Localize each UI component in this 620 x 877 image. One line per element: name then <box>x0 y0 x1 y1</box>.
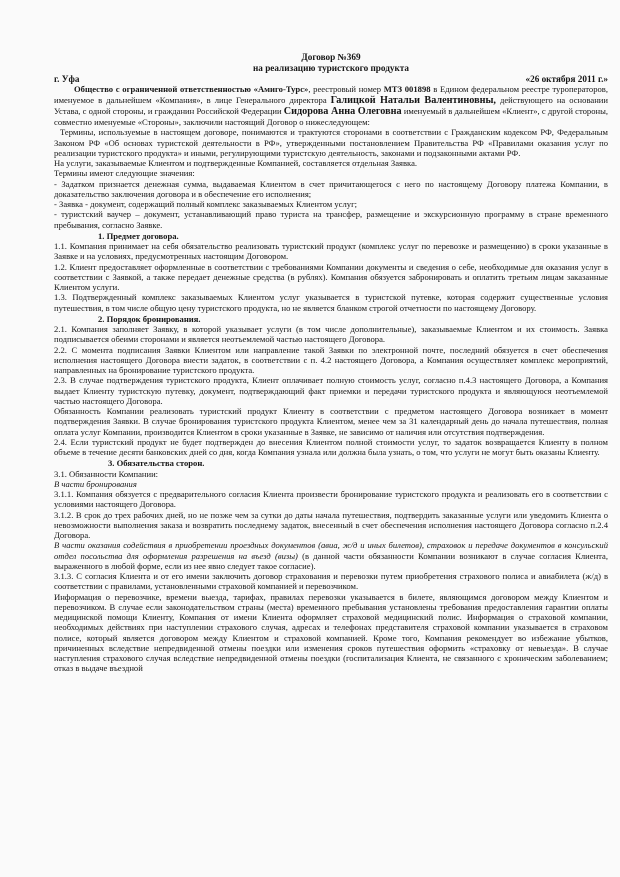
clause: 3.1.3. С согласия Клиента и от его имени заключить договор страхования и перевозки путем приобретения страхового полиса и авиабилета (ж/д) в соответствии с правилами, установленными страховой компанией и перевозчиком. <box>54 571 608 592</box>
clause: 1.1. Компания принимает на себя обязательство реализовать туристский продукт (комплекс услуг по перевозке и размещению) в сроки указанные в Заявке и на условиях, предусмотренных настоящим Договором. <box>54 241 608 262</box>
subsection-label: В части бронирования <box>54 478 137 489</box>
contract-subtitle: на реализацию туристского продукта <box>253 63 409 73</box>
place-date-line <box>54 74 608 84</box>
assist-clause: В части оказания содействия в приобретении проездных документов (авиа, ж/д и иных билетов), страховок и передаче документов в консульский отдел посольства для оформления разрешения на въезд (визы) (в данной части обязанности Компании возникают в случае согласия Клиента, выраженного в любой форме, если из нее явно следует такое согласие). <box>54 540 608 571</box>
info-paragraph: Информация о перевозчике, времени выезда, тарифах, правилах перевозки указывается в билете, являющимся договором между Клиентом и перевозчиком. В случае если законодательством страны (места) временного пребывания установлены требования предоставления гарантии оплаты медицинской помощи Клиенту, Компания от имени Клиента оформляет страховой медицинский полис. Информация о страховой компании, необходимых действиях при наступлении страхового случая, адресах и телефонах представителя страховой компании указывается в страховом полисе, который является договором между Клиентом и страховой компанией. Кроме того, Компания рекомендует во избежание убытков, причиненных вследствие непредвиденной отмены поездки или изменения сроков путешествия оформить «страховку от невыезда». В случае наступления страхового случая вследствие непредвиденной отмены поездки (госпитализация Клиента, не связанного с хроническим заболеванием; отказ в выдаче въездной <box>54 591 608 674</box>
services-note: На услуги, заказываемые Клиентом и подтвержденные Компанией, составляется отдельная Заявка. <box>54 158 418 168</box>
clause: 3.1.2. В срок до трех рабочих дней, но не позже чем за сутки до даты начала путешествия, подтвердить заказанные услуги или уведомить Клиента о невозможности выполнения заказа и возвратить последнему задаток, внесенный в счет обеспечения исполнения настоящего Договора согласно п.2.4 Договора. <box>54 509 608 540</box>
company-name: Общество с ограниченной ответственностью «Амиго-Турс» <box>74 84 309 95</box>
terms-intro: Термины, используемые в настоящем договоре, понимаются и трактуются сторонами в соответствии с Гражданским кодексом РФ, Федеральным Законом РФ «Об основах туристской деятельности в РФ», утвержденными постановлением Правительства РФ «Правилами оказания услуг по реализации туристского продукта» и иными, регулирующими туристскую деятельность, законами и подзаконными актами РФ. <box>54 127 608 158</box>
section-1-title: 1. Предмет договора. <box>98 230 179 241</box>
city: г. Уфа <box>54 74 80 84</box>
clause: 1.3. Подтвержденный комплекс заказываемых Клиентом услуг указывается в туристской путевке, которая содержит существенные условия путешествия, в том числе общую цену туристского продукта, но не является бланком строгой отчетности по настоящему Договору. <box>54 292 608 313</box>
clause: 2.2. С момента подписания Заявки Клиентом или направление такой Заявки по электронной почте, последний обязуется в счет обеспечения исполнения настоящего Договора внести задаток, в соответствии с п. 4.2 настоящего Договора, а Компания осуществляет комплекс мероприятий, направленных на бронирование туристского продукта. <box>54 344 608 375</box>
section-2-title: 2. Порядок бронирования. <box>98 313 201 324</box>
preamble: Общество с ограниченной ответственностью «Амиго-Турс», реестровый номер МТЗ 001898 в Едином федеральном реестре туроператоров, именуемое в дальнейшем «Компания», в лице Генерального директора Галицкой Натальи Валентиновны, действующего на основании Устава, с одной стороны, и гражданин Российской Федерации Сидорова Анна Олеговна именуемый в дальнейшем «Клиент», с другой стороны, совместно именуемые «Стороны», заключили настоящий Договор о нижеследующем: <box>54 84 609 127</box>
client-name: Сидорова Анна Олеговна <box>283 105 402 117</box>
contract-number: Договор №369 <box>301 52 361 62</box>
clause: 2.3. В случае подтверждения туристского продукта, Клиент оплачивает полную стоимость услуг, согласно п.4.3 настоящего Договора, а Компания выдает Клиенту туристскую путевку, документ, подтверждающий факт приемки и передачи туристского продукта и являющуюся неотъемлемой частью настоящего Договора. <box>54 375 608 406</box>
clause: 1.2. Клиент предоставляет оформленные в соответствии с требованиями Компании документы и сведения о себе, необходимые для оказания услуг в соответствии с Заявкой, а также передает денежные средства (в рублях). Компания обязуется забронировать и оплатить третьим лицам заказанные Клиентом услуги. <box>54 261 608 292</box>
registry-number: МТЗ 001898 <box>383 84 431 95</box>
document-title <box>54 52 608 74</box>
director-name: Галицкой Натальи Валентиновны, <box>330 94 496 106</box>
section-3-title: 3. Обязательства сторон. <box>108 458 205 469</box>
clause: 3.1.1. Компания обязуется с предварительного согласия Клиента произвести бронирование туристского продукта и реализовать его в соответствии с условиями настоящего Договора. <box>54 489 608 510</box>
subsection-title: 3.1. Обязанности Компании: <box>54 468 159 479</box>
definition: - Заявка - документ, содержащий полный комплекс заказываемых Клиентом услуг; <box>54 199 357 209</box>
clause: Обязанность Компании реализовать туристский продукт Клиенту в соответствии с предметом настоящего Договора возникает в момент подтверждения Заявки. В случае бронирования туристского продукта Клиентом, менее чем за 31 календарный день до начала путешествия, полная оплата услуг Компании, производится Клиентом в сроки указанные в Заявке, не зависимо от наличия или отсутствия подтверждения. <box>54 406 608 437</box>
clause: 2.1. Компания заполняет Заявку, в которой указывает услуги (в том числе дополнительные), заказываемые Клиентом и их стоимость. Заявка подписывается обеими сторонами и является неотъемлемой частью настоящего Договора. <box>54 324 608 345</box>
definition: - туристский ваучер – документ, устанавливающий право туриста на трансфер, размещение и экскурсионную программу в стране временного пребывания, согласно Заявке. <box>54 209 608 230</box>
definition: - Задатком признается денежная сумма, выдаваемая Клиентом в счет причитающегося с него по настоящему Договору платежа Компании, в доказательство заключения договора и в обеспечение его исполнения; <box>54 178 608 199</box>
terms-label: Термины имеют следующие значения: <box>54 168 195 179</box>
clause: 2.4. Если туристский продукт не будет подтвержден до внесения Клиентом полной стоимости услуг, то задаток возвращается Клиенту в полном объеме в течение десяти банковских дней со дня, когда Компания узнала или должна была узнать, о том, что услуги не могут быть оказаны Клиенту. <box>54 436 608 457</box>
contract-date: «26 октября 2011 г.» <box>525 74 608 84</box>
assist-italic: В части оказания содействия в приобретении проездных документов (авиа, ж/д и иных билетов), страховок и передаче документов в консульский отдел посольства для оформления разрешения на въезд (визы) <box>54 540 608 561</box>
